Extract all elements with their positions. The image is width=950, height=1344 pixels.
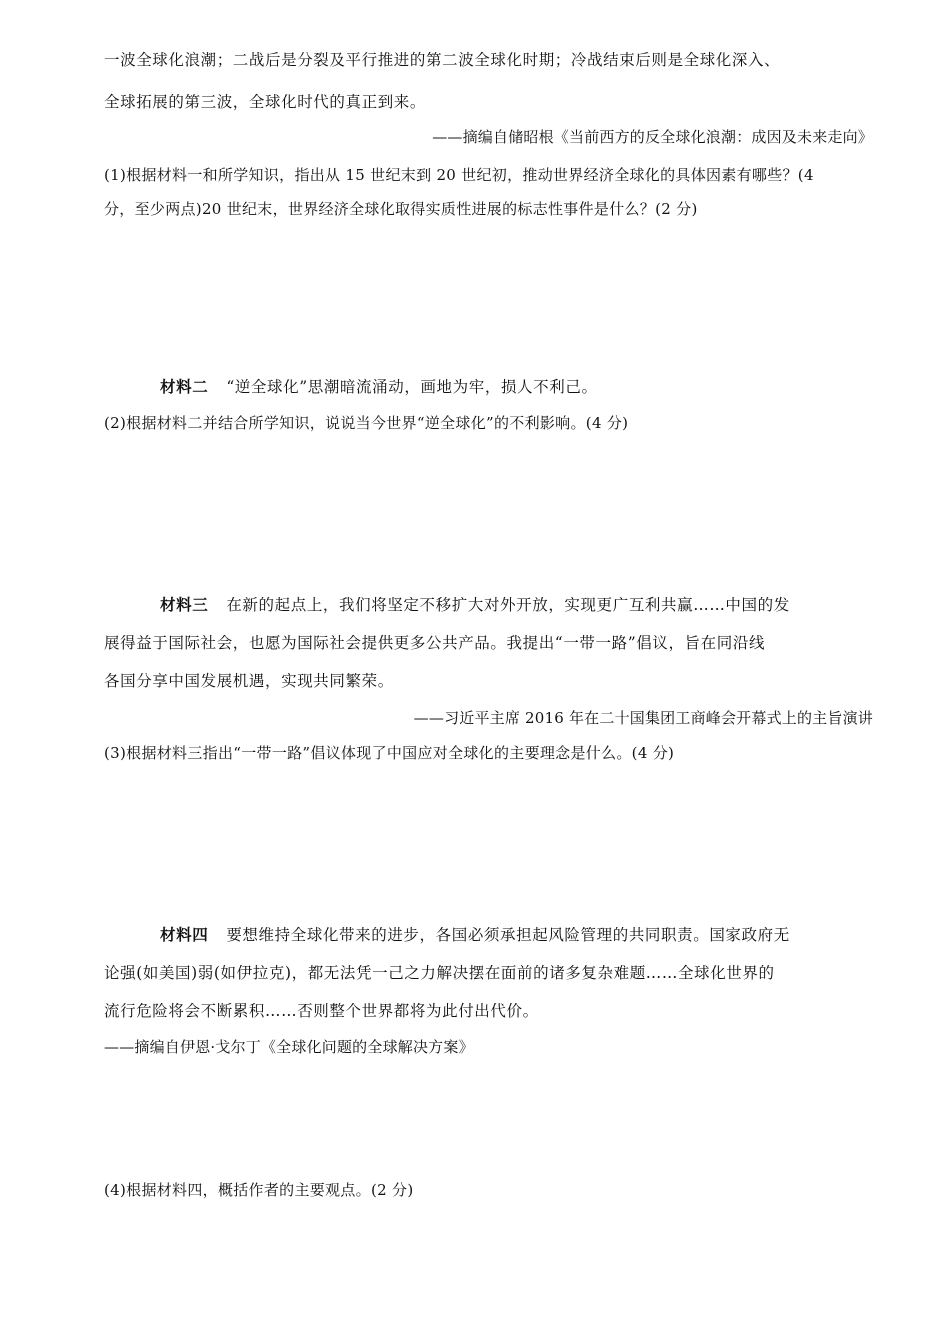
material3-text-line-1: 在新的起点上，我们将坚定不移扩大对外开放，实现更广互利共赢……中国的发 <box>226 596 790 614</box>
material4-text-line-3: 流行危险将会不断累积……否则整个世界都将为此付出代价。 <box>104 1002 539 1020</box>
material4-text-line-1: 要想维持全球化带来的进步，各国必须承担起风险管理的共同职责。国家政府无 <box>226 926 790 944</box>
material2-paragraph <box>160 377 598 397</box>
material4-label: 材料四 <box>160 925 209 944</box>
question1-line-1: (1)根据材料一和所学知识，指出从 15 世纪末到 20 世纪初，推动世界经济全球化的具体因素有哪些？(4 <box>104 166 814 184</box>
material1-source: ——摘编自储昭根《当前西方的反全球化浪潮：成因及未来走向》 <box>432 128 873 146</box>
material4-line-1 <box>160 925 790 945</box>
material1-text-line-1: 一波全球化浪潮；二战后是分裂及平行推进的第二波全球化时期；冷战结束后则是全球化深入、 <box>104 51 781 69</box>
material3-line-1 <box>160 595 790 615</box>
question1-line-2: 分，至少两点)20 世纪末，世界经济全球化取得实质性进展的标志性事件是什么？(2 分) <box>104 200 698 218</box>
material3-label: 材料三 <box>160 595 209 614</box>
material4-source: ——摘编自伊恩·戈尔丁《全球化问题的全球解决方案》 <box>104 1038 474 1056</box>
question2-text: (2)根据材料二并结合所学知识，说说当今世界“逆全球化”的不利影响。(4 分) <box>104 414 629 432</box>
material3-text-line-3: 各国分享中国发展机遇，实现共同繁荣。 <box>104 672 394 690</box>
material4-text-line-2: 论强(如美国)弱(如伊拉克)，都无法凭一己之力解决摆在面前的诸多复杂难题……全球化世界的 <box>104 964 775 982</box>
material2-label: 材料二 <box>160 377 209 396</box>
material3-source: ——习近平主席 2016 年在二十国集团工商峰会开幕式上的主旨演讲 <box>413 709 873 727</box>
material3-text-line-2: 展得益于国际社会，也愿为国际社会提供更多公共产品。我提出“一带一路”倡议，旨在同沿线 <box>104 634 766 652</box>
question3-text: (3)根据材料三指出“一带一路”倡议体现了中国应对全球化的主要理念是什么。(4 分) <box>104 744 675 762</box>
material1-text-line-2: 全球拓展的第三波，全球化时代的真正到来。 <box>104 93 427 111</box>
material2-text: “逆全球化”思潮暗流涌动，画地为牢，损人不利己。 <box>226 378 598 396</box>
question4-text: (4)根据材料四，概括作者的主要观点。(2 分) <box>104 1181 414 1199</box>
